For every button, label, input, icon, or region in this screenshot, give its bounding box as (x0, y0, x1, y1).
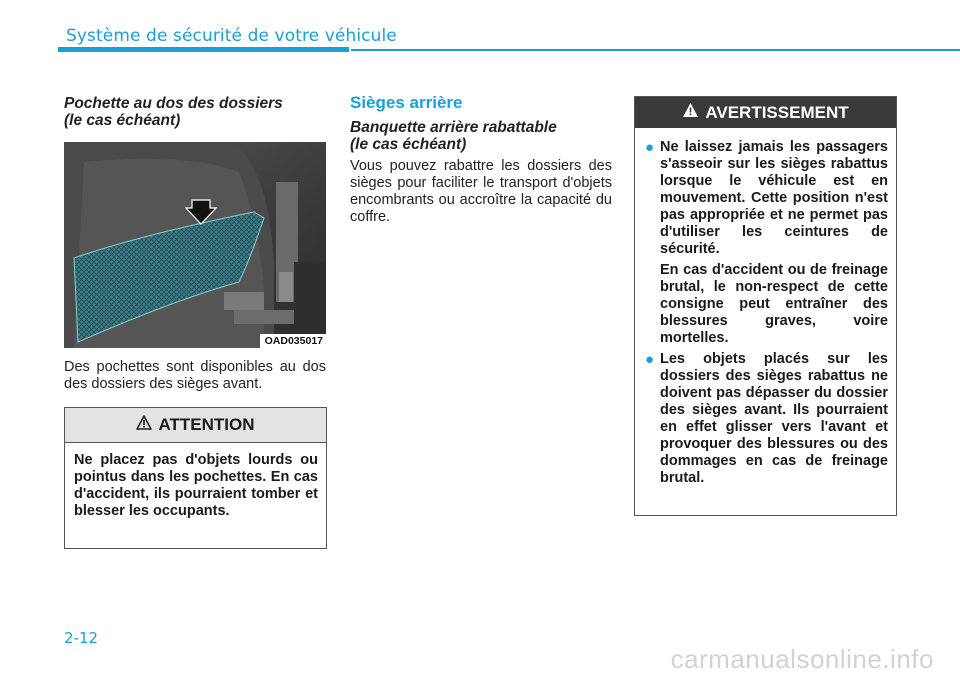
attention-title: ATTENTION (158, 415, 255, 434)
warning-triangle-icon (682, 102, 705, 123)
watermark: carmanualsonline.info (670, 644, 934, 674)
folding-seat-paragraph: Vous pouvez rabattre les dossiers des sièges pour faciliter le transport d'objets encombrants ou accroître la capacité du coffre. (350, 158, 612, 225)
photo-code: OAD035017 (260, 334, 326, 348)
header-rule-thick (58, 47, 349, 52)
warning-triangle-icon (136, 415, 158, 435)
seatback-pocket-heading (64, 95, 326, 129)
seatback-pocket-illustration (64, 142, 326, 348)
warning-header (635, 97, 896, 128)
attention-text: Ne placez pas d'objets lourds ou pointus dans les pochettes. En cas d'accident, ils pourraient tomber et blesser les occupants. (74, 452, 318, 519)
warning-item (644, 351, 888, 487)
folding-seat-heading-line2: (le cas échéant) (350, 136, 467, 153)
warning-box (634, 96, 897, 516)
seatback-pocket-photo (64, 142, 326, 348)
warning-item-1-paragraph-2: En cas d'accident ou de freinage brutal, le non-respect de cette consigne peut entraîner des blessures graves, voire mortelles. (660, 262, 888, 346)
header-rule-thin (351, 49, 960, 51)
folding-seat-heading-line1: Banquette arrière rabattable (350, 119, 557, 136)
warning-item-2: Les objets placés sur les dossiers des sièges rabattus ne doivent pas dépasser du dossier des sièges avant. Ils pourraient en effet glisser vers l'avant et provoquer des blessures ou des dommages en cas de freinage brutal. (660, 351, 888, 486)
seatback-pocket-heading-line1: Pochette au dos des dossiers (64, 95, 283, 112)
attention-header (65, 408, 326, 443)
folding-seat-heading (350, 119, 612, 153)
warning-body (635, 128, 896, 499)
seatback-pocket-heading-line2: (le cas échéant) (64, 112, 181, 129)
warning-item-1-paragraph-1: Ne laissez jamais les passagers s'asseoir sur les sièges rabattus lorsque le véhicule est en mouvement. Cette position n'est pas appropriée et ne permet pas d'utiliser les ceintures de sécurité. (660, 139, 888, 257)
section-title: Système de sécurité de votre véhicule (66, 26, 397, 46)
bullet-icon: ● (645, 351, 655, 368)
bullet-icon: ● (645, 139, 655, 156)
seatback-pocket-paragraph: Des pochettes sont disponibles au dos des dossiers des sièges avant. (64, 359, 326, 392)
rear-seats-heading: Sièges arrière (350, 93, 463, 112)
warning-item (644, 139, 888, 347)
warning-title: AVERTISSEMENT (705, 102, 849, 122)
attention-box (64, 407, 327, 549)
page-number: 2-12 (64, 629, 99, 647)
warning-list (644, 139, 888, 487)
